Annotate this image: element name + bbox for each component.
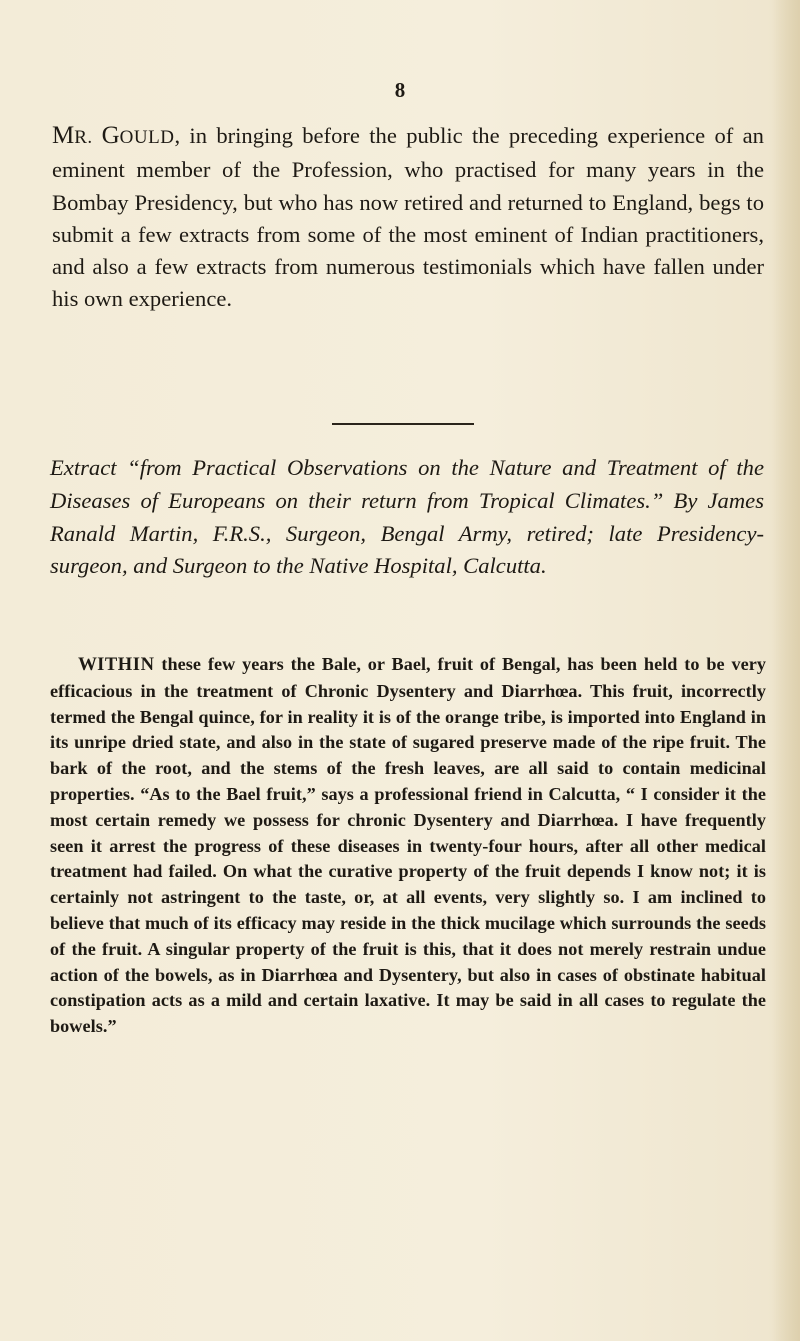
body-lead-rest: ITHIN: [97, 655, 155, 675]
intro-text: , in bringing before the public the preceding experience of an eminent member of the Profession, who practised for many years in the Bombay Presidency, but who has now retired and returned to England, begs to submit a few extracts from some of the most eminent of Indian practitioners, and also a few extracts from numerous testimonials which have fallen under his own experience.: [52, 123, 764, 312]
extract-heading: Extract “from Practical Observations on the Nature and Treatment of the Diseases of Europeans on their return from Tropical Climates.” By James Ranald Martin, F.R.S., Surgeon, Bengal Army, retired; late Presidency-surgeon, and Surgeon to the Native Hospital, Calcutta.: [50, 455, 764, 579]
intro-paragraph: [52, 120, 764, 316]
page-number: 8: [394, 78, 406, 102]
intro-name-initial: G: [101, 122, 120, 149]
intro-author-rest: R.: [74, 127, 102, 148]
page-edge-shadow: [772, 0, 800, 1341]
body-text: these few years the Bale, or Bael, fruit of Bengal, has been held to be very efficacious in the treatment of Chronic Dysentery and Diarrhœa. This fruit, incorrectly termed the Bengal quince, for in reality it is of the orange tribe, is imported into England in its unripe dried state, and also in the state of sugared preserve made of the ripe fruit. The bark of the root, and the stems of the fresh leaves, are all said to contain medicinal properties. “As to the Bael fruit,” says a professional friend in Calcutta, “ I consider it the most certain remedy we possess for chronic Dysentery and Diarrhœa. I have frequently seen it arrest the progress of these diseases in twenty-four hours, after all other medical treatment had failed. On what the curative property of the fruit depends I know not; it is certainly not astringent to the taste, or, at all events, very slightly so. I am inclined to believe that much of its efficacy may reside in the thick mucilage which surrounds the seeds of the fruit. A singular property of the fruit is this, that it does not merely restrain undue action of the bowels, as in Diarrhœa and Dysentery, but also in cases of obstinate habitual constipation acts as a mild and certain laxative. It may be said in all cases to regulate the bowels.”: [50, 654, 766, 1037]
intro-name-rest: OULD: [119, 127, 175, 148]
intro-author-initial: M: [52, 122, 75, 149]
body-lead-initial: W: [78, 654, 98, 675]
body-paragraph: [50, 652, 766, 1040]
section-divider: [332, 423, 474, 425]
